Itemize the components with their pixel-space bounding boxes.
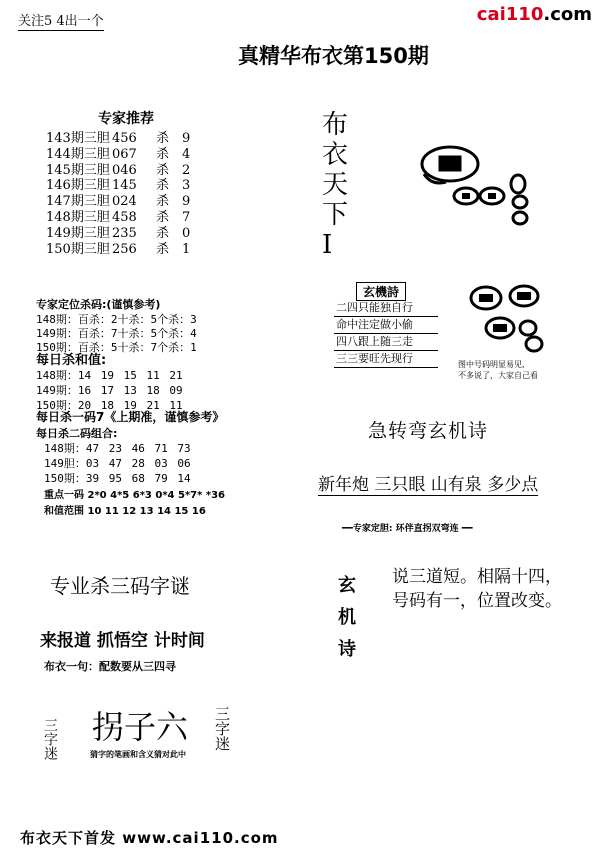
mystery-poem-title: 玄機詩 — [356, 282, 406, 301]
three-char-riddle-right: 三字迷 — [213, 706, 231, 751]
footer-text: 布衣天下首发 www.cai110.com — [20, 829, 279, 847]
poem-line: 四八跟上随三走 — [334, 334, 438, 351]
recommend-k: 9 — [182, 194, 191, 210]
site-logo[interactable] — [477, 4, 592, 25]
buyi-char: 布 — [322, 110, 349, 140]
recommend-kill: 杀 — [156, 178, 170, 194]
recommend-num: 145 — [112, 178, 137, 194]
positional-title: 专家定位杀码:(谨慎参考) — [36, 298, 161, 311]
recommend-period: 150期三胆 — [46, 241, 110, 257]
positional-row: 150期：百杀：5十杀：7个杀：1 — [36, 341, 197, 354]
three-char-riddle-left: 三字迷 — [42, 718, 58, 760]
recommend-period: 143期三胆 — [46, 131, 110, 146]
recommend-num: 235 — [112, 225, 137, 241]
recommend-num: 256 — [112, 241, 137, 257]
daily-sum-row: 150期：20 18 19 21 11 — [36, 399, 183, 412]
key-one-code: 重点一码 2*0 4*5 6*3 0*4 5*7* *36 — [44, 490, 225, 501]
recommend-row — [46, 163, 190, 179]
xuanji-char: 机 — [338, 607, 356, 628]
recommend-row — [46, 242, 190, 258]
daily-one-title: 每日杀一码7《上期准，谨慎参考》 — [36, 410, 225, 424]
buyi-char: 下 — [322, 200, 349, 230]
recommend-k: 2 — [182, 162, 191, 178]
recommend-row — [46, 131, 190, 147]
daily-two-title: 每日杀二码组合: — [36, 427, 118, 440]
recommend-row — [46, 178, 190, 194]
recommend-kill: 杀 — [156, 146, 170, 162]
recommend-kill: 杀 — [156, 225, 170, 241]
riddle-title: 专业杀三码字谜 — [50, 574, 190, 598]
poem-line: 命中注定做小偷 — [334, 317, 438, 334]
recommend-row — [46, 226, 190, 242]
poem-line: 三三要旺先现行 — [334, 351, 438, 368]
buyi-char: 衣 — [322, 140, 349, 170]
daily-two-row: 148期：47 23 46 71 73 — [44, 442, 191, 455]
mystery-poem-box — [334, 282, 444, 380]
recommend-kill: 杀 — [156, 162, 170, 178]
recommend-num: 458 — [112, 209, 137, 225]
recommend-list — [46, 131, 190, 257]
daily-two-row: 149胆：03 47 28 03 06 — [44, 457, 191, 470]
buyi-line: 布衣一句：配数要从三四寻 — [44, 660, 176, 673]
expert-dan-line: ━━专家定胆: 环伴直拐双弯连 ━━ — [342, 524, 473, 534]
xuanji-char: 玄 — [338, 575, 356, 596]
recommend-num: 067 — [112, 146, 137, 162]
daily-sum-title: 每日杀和值: — [36, 353, 107, 368]
recommend-period: 146期三胆 — [46, 178, 110, 194]
turn-poem-title: 急转弯玄机诗 — [368, 420, 489, 442]
recommend-k: 7 — [182, 209, 191, 225]
xuanji-char: 诗 — [338, 639, 356, 660]
recommend-kill: 杀 — [156, 241, 170, 257]
recommend-k: 0 — [182, 225, 191, 241]
recommend-period: 144期三胆 — [46, 146, 110, 162]
picture-hint-line: 不多说了，大家自己看 — [458, 371, 538, 380]
recommend-period: 148期三胆 — [46, 209, 110, 225]
buyi-char: I — [322, 230, 333, 260]
buyi-char: 天 — [322, 170, 349, 200]
recommend-kill: 杀 — [156, 131, 170, 146]
riddle-answer: 来报道 抓悟空 计时间 — [40, 631, 205, 651]
buyi-vertical-title — [322, 110, 348, 260]
picture-hint — [458, 359, 538, 381]
daily-two-row: 150期：39 95 68 79 14 — [44, 472, 191, 485]
daily-sum-row: 149期：16 17 13 18 09 — [36, 384, 183, 397]
recommend-row — [46, 210, 190, 226]
poem2-line: 说三道短。相隔十四， — [392, 567, 562, 587]
recommend-num: 456 — [112, 131, 137, 146]
coins-picture-2-icon — [464, 282, 554, 361]
recommend-k: 3 — [182, 178, 191, 194]
poem-line: 二四只能独自行 — [334, 300, 438, 317]
recommend-period: 149期三胆 — [46, 225, 110, 241]
mystery-poem-lines — [334, 300, 438, 368]
logo-suffix: .com — [543, 4, 592, 25]
recommend-kill: 杀 — [156, 194, 170, 210]
recommend-num: 024 — [112, 194, 137, 210]
recommend-k: 1 — [182, 241, 191, 257]
riddle-main-word: 拐子六 — [92, 708, 189, 746]
daily-sum-row: 148期：14 19 15 11 21 — [36, 369, 183, 382]
positional-row: 149期：百杀：7十杀：5个杀：4 — [36, 327, 197, 340]
picture-hint-line: 图中号码明显易见, — [458, 360, 525, 369]
xuanji-vertical-title — [338, 570, 356, 666]
recommend-title: 专家推荐 — [98, 111, 154, 127]
recommend-row — [46, 147, 190, 163]
recommend-period: 145期三胆 — [46, 162, 110, 178]
recommend-period: 147期三胆 — [46, 194, 110, 210]
firecracker-line: 新年炮 三只眼 山有泉 多少点 — [318, 470, 538, 496]
positional-row: 148期：百杀：2十杀：5个杀：3 — [36, 313, 197, 326]
recommend-k: 4 — [182, 146, 191, 162]
recommend-k: 9 — [182, 131, 191, 146]
coins-picture-icon — [416, 140, 536, 234]
poem2-line: 号码有一，位置改变。 — [392, 591, 562, 611]
logo-main: cai110 — [476, 4, 544, 25]
recommend-row — [46, 194, 190, 210]
sum-range: 和值范围 10 11 12 13 14 15 16 — [44, 506, 206, 517]
follow-note: 关注5 4出一个 — [18, 10, 104, 31]
page-title: 真精华布衣第150期 — [238, 44, 429, 68]
riddle-guess-hint: 猜字的笔画和含义猜对此中 — [90, 750, 186, 759]
recommend-kill: 杀 — [156, 209, 170, 225]
recommend-num: 046 — [112, 162, 137, 178]
